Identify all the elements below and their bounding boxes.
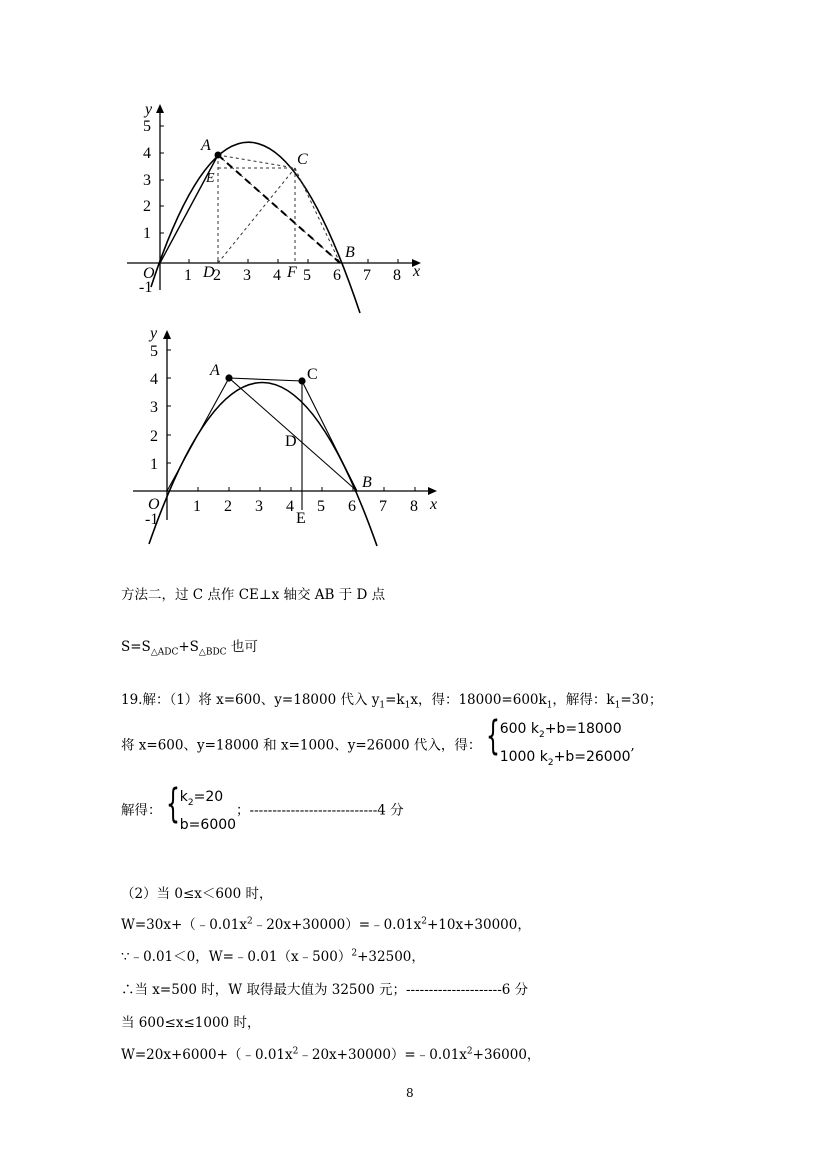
- w-formula-1: $W=30x+(﹣0.01x^2﹣20x+30000)=﹣0.01x^2+10x+30000$，: [121, 916, 531, 933]
- part-2-title: [121, 882, 272, 902]
- y-axis-label: y: [145, 101, 153, 118]
- point-label-f: F: [287, 264, 297, 281]
- page-number: 8: [406, 1086, 414, 1100]
- point-a-marker: [215, 152, 222, 159]
- point-label-d: D: [285, 433, 297, 450]
- q19-sub: 1: [404, 700, 411, 711]
- y-tick-label: 5: [150, 343, 158, 360]
- x-axis-label: x: [413, 263, 421, 280]
- x-tick-label: 1: [184, 267, 192, 284]
- x-tick-label: 6: [348, 498, 356, 515]
- score-4: ；----------------------------4 分: [236, 802, 404, 819]
- point-label-d: D: [203, 264, 215, 281]
- graph-2: [133, 325, 437, 546]
- x-axis-label: x: [430, 496, 438, 513]
- area-text: 也可: [226, 639, 258, 655]
- case-2-line: [121, 1011, 260, 1031]
- part-2-text: （2）当 0≤x＜600 时，: [121, 886, 273, 902]
- brace-icon: {: [165, 781, 180, 827]
- solution-2: b=6000: [179, 816, 237, 833]
- substitution-text: 将 x=600、y=18000 和 x=1000、y=26000 代入，得：: [121, 737, 482, 754]
- equation-2: 1000 $k_2+b=26000$: [499, 748, 631, 768]
- origin-label: O: [143, 265, 155, 282]
- segment-oa: [160, 155, 218, 263]
- y-tick-label: 2: [143, 198, 151, 215]
- equation-1: 600 $k_2+b=18000$: [499, 721, 622, 740]
- q19-text: =k: [385, 692, 405, 708]
- y-axis-arrow-icon: [156, 104, 164, 113]
- equation-system: [485, 713, 631, 774]
- origin-label: O: [148, 496, 160, 513]
- w-formula-2: $W=20x+6000+(﹣0.01x^2﹣20x+30000)=﹣0.01x^2+36000$，: [121, 1046, 541, 1063]
- solve-label: 解得：: [121, 802, 162, 819]
- figures: [0, 0, 826, 560]
- y-axis-arrow-icon: [163, 330, 171, 339]
- point-label-e: E: [296, 510, 306, 527]
- y-tick-label: 4: [150, 371, 158, 388]
- q19-text: 19.解：（1）将 x=600、y=18000 代入 y: [121, 692, 380, 708]
- point-label-c: C: [297, 151, 308, 168]
- y-tick-label: 4: [143, 145, 151, 162]
- q19-line-1: [121, 688, 662, 711]
- x-tick-label: 4: [273, 267, 281, 284]
- brace-icon: {: [485, 713, 500, 759]
- point-label-a: A: [210, 362, 220, 379]
- point-a-marker: [225, 374, 232, 381]
- substitution-line: [121, 713, 635, 774]
- x-tick-label: 4: [286, 498, 294, 515]
- point-label-a: A: [201, 137, 211, 154]
- point-label-b: B: [345, 244, 355, 261]
- graph-1: [127, 101, 421, 313]
- y-tick-label: 5: [143, 118, 151, 135]
- x-tick-label: 3: [243, 267, 251, 284]
- x-tick-label: 6: [333, 267, 341, 284]
- y-tick-label: 1: [143, 225, 151, 242]
- x-tick-label: 1: [193, 498, 201, 515]
- therefore-line: [121, 978, 528, 998]
- y-tick-label: 2: [150, 428, 158, 445]
- point-label-b: B: [362, 474, 372, 491]
- x-tick-label: 2: [213, 267, 221, 284]
- y-tick-label-neg: -1: [145, 511, 159, 528]
- solution-line: [121, 781, 404, 836]
- q19-sub: 1: [379, 700, 386, 711]
- x-tick-label: 3: [255, 498, 263, 515]
- x-tick-label: 7: [363, 267, 371, 284]
- x-tick-label: 8: [410, 498, 418, 515]
- x-tick-label: 5: [303, 267, 311, 284]
- solution-1: $k_2=20$: [179, 789, 224, 808]
- q19-text: x，得：18000=600k: [410, 692, 547, 708]
- area-formula-line: [121, 635, 258, 658]
- q19-sub: 1: [546, 700, 553, 711]
- method-two-text: 方法二，过 C 点作 CE⊥x 轴交 AB 于 D 点: [121, 587, 386, 603]
- comma: ,: [630, 737, 635, 754]
- x-axis-arrow-icon: [428, 487, 437, 495]
- q19-text: ，解得：k: [552, 692, 615, 708]
- y-axis-label: y: [150, 325, 158, 342]
- area-text: S=S: [121, 639, 151, 655]
- because-line: ∵﹣0.01＜0，W=﹣0.01（x﹣500）$^2$+32500，: [121, 948, 425, 965]
- y-tick-label: 3: [143, 172, 151, 189]
- y-tick-label: 3: [150, 399, 158, 416]
- y-tick-label-neg: -1: [139, 279, 153, 296]
- point-c-marker: [298, 377, 305, 384]
- x-tick-label: 2: [224, 498, 232, 515]
- case-2-text: 当 600≤x≤1000 时，: [121, 1015, 261, 1031]
- point-label-e: E: [206, 171, 215, 186]
- point-label-c: C: [307, 366, 318, 383]
- solution-system: [165, 781, 237, 836]
- area-sub: △BDC: [198, 647, 227, 658]
- therefore-text: ∴当 x=500 时，W 取得最大值为 32500 元；---------------------6 分: [121, 982, 529, 998]
- method-two-line: [121, 583, 385, 603]
- segment-ab-dashed: [218, 155, 340, 263]
- parabola-curve: [149, 382, 377, 546]
- x-tick-label: 8: [393, 267, 401, 284]
- area-text: +S: [178, 639, 199, 655]
- q19-text: =30；: [620, 692, 663, 708]
- x-tick-label: 5: [317, 498, 325, 515]
- area-sub: △ADC: [150, 647, 179, 658]
- q19-sub: 1: [614, 700, 621, 711]
- y-tick-label: 1: [150, 456, 158, 473]
- x-tick-label: 7: [379, 498, 387, 515]
